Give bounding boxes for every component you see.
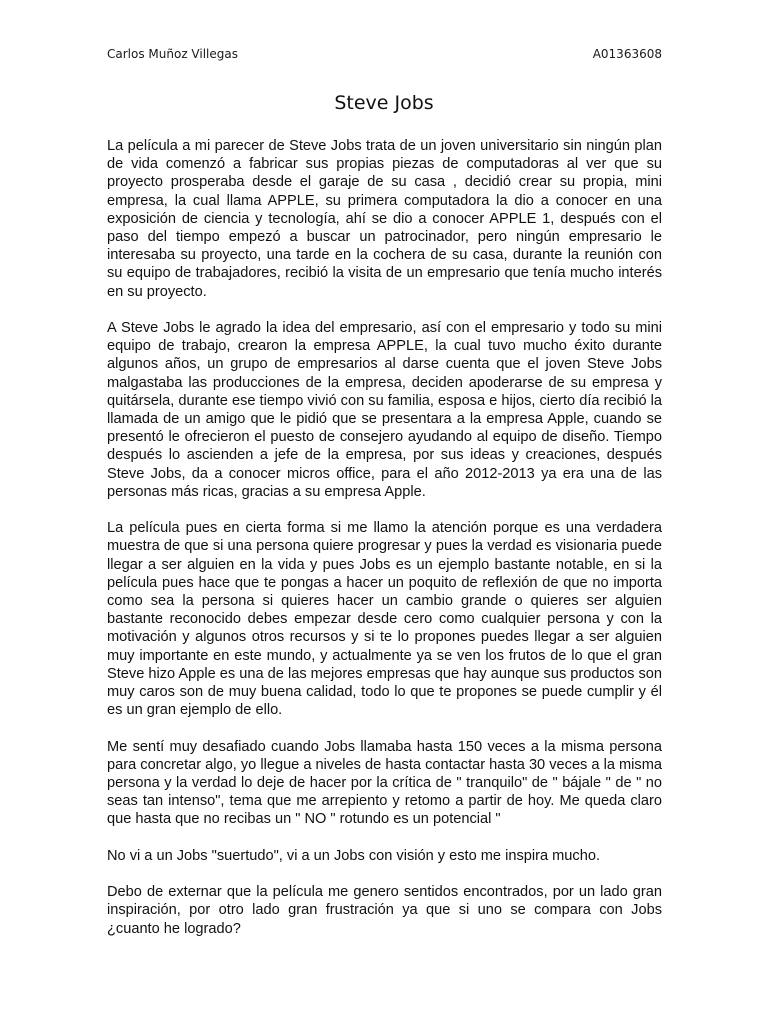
page-header — [107, 47, 662, 61]
body-paragraph: La película a mi parecer de Steve Jobs trata de un joven universitario sin ningún plan de vida comenzó a fabricar sus propias piezas de computadoras al ver que su proyecto prosperaba desde el garaje de su casa , decidió crear su propia, mini empresa, la cual llama APPLE, su primera computadora la dio a conocer en una exposición de ciencia y tecnología, ahí se dio a conocer APPLE 1, después con el paso del tiempo empezó a buscar un patrocinador, pero ningún empresario le interesaba su proyecto, una tarde en la cochera de su casa, durante la reunión con su equipo de trabajadores, recibió la visita de un empresario que tenía mucho interés en su proyecto. — [107, 138, 662, 300]
document-title: Steve Jobs — [334, 92, 434, 114]
body-paragraph: A Steve Jobs le agrado la idea del empresario, así con el empresario y todo su mini equipo de trabajo, crearon la empresa APPLE, la cual tuvo mucho éxito durante algunos años, un grupo de empresarios al darse cuenta que el joven Steve Jobs malgastaba las producciones de la empresa, deciden apoderarse de su empresa y quitársela, durante ese tiempo vivió con su familia, esposa e hijos, cierto día recibió la llamada de un amigo que le pidió que se presentara a la empresa Apple, cuando se presentó le ofrecieron el puesto de consejero ayudando al equipo de diseño. Tiempo después lo ascienden a jefe de la empresa, por sus ideas y creaciones, después Steve Jobs, da a conocer micros office, para el año 2012-2013 ya era una de las personas más ricas, gracias a su empresa Apple. — [107, 320, 662, 500]
body-paragraph: Debo de externar que la película me genero sentidos encontrados, por un lado gran inspiración, por otro lado gran frustración ya que si uno se compara con Jobs ¿cuanto he logrado? — [107, 884, 662, 937]
document-body — [107, 137, 662, 938]
body-paragraph: La película pues en cierta forma si me llamo la atención porque es una verdadera muestra de que si una persona quiere progresar y pues la verdad es visionaria puede llegar a ser alguien en la vida y pues Jobs es un ejemplo bastante notable, en si la película pues hace que te pongas a hacer un poquito de reflexión de que no importa como sea la persona si quieres hacer un cambio grande o quieres ser alguien bastante reconocido debes empezar desde cero como cualquier persona y con la motivación y algunos otros recursos y si te lo propones puedes llegar a ser alguien muy importante en este mundo, y actualmente ya se ven los frutos de lo que el gran Steve hizo Apple es una de las mejores empresas que hay aunque sus productos son muy caros son de muy buena calidad, todo lo que te propones se puede cumplir y él es un gran ejemplo de ello. — [107, 520, 662, 719]
body-paragraph: Me sentí muy desafiado cuando Jobs llamaba hasta 150 veces a la misma persona para concretar algo, yo llegue a niveles de hasta contactar hasta 30 veces a la misma persona y la verdad lo deje de hacer por la crítica de " tranquilo" de " bájale " de " no seas tan intenso", tema que me arrepiento y retomo a partir de hoy. Me queda claro que hasta que no recibas un " NO " rotundo es un potencial " — [107, 738, 662, 828]
body-paragraph: No vi a un Jobs "suertudo", vi a un Jobs con visión y esto me inspira mucho. — [107, 847, 601, 864]
student-id: A01363608 — [592, 47, 662, 61]
author-name: Carlos Muñoz Villegas — [107, 47, 238, 61]
